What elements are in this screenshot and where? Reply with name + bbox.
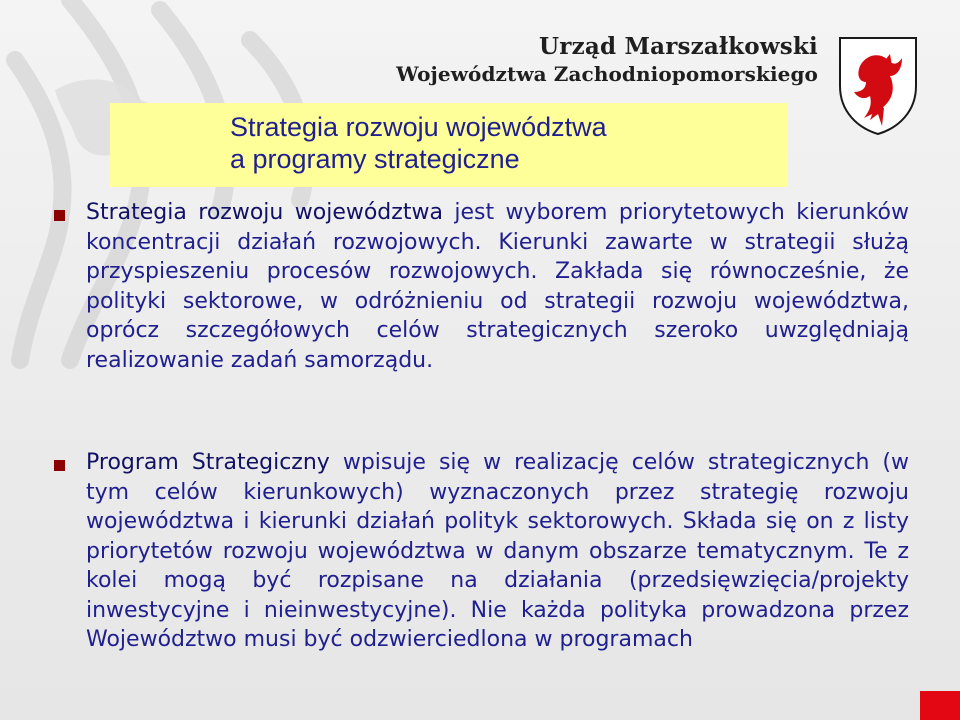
organization-header (396, 33, 818, 87)
bullet-term: Program Strategiczny (86, 450, 330, 475)
organization-name-line1: Urząd Marszałkowski (539, 33, 818, 60)
corner-accent (920, 691, 960, 720)
slide-title-line1: Strategia rozwoju województwa (230, 112, 607, 142)
slide-title-line2: a programy strategiczne (230, 144, 520, 174)
square-bullet-icon (54, 210, 65, 221)
slide-title-box (110, 103, 788, 187)
organization-name-line2: Województwa Zachodniopomorskiego (396, 62, 818, 86)
bullet-paragraph (86, 198, 909, 375)
bullet-term: Strategia rozwoju województwa (86, 200, 443, 225)
bullet-description: wpisuje się w realizację celów strategicznych (w tym celów kierunkowych) wyznaczonych przez strategię rozwoju województwa i kierunki działań polityk sektorowych. Składa się on z listy priorytetów rozwoju województwa w danym obszarze tematycznym. Te z kolei mogą być rozpisane na działania (przedsięwzięcia/projekty inwestycyjne i nieinwestycyjne). Nie każda polityka prowadzona przez Województwo musi być odzwierciedlona w programach (86, 450, 909, 652)
bullet-paragraph (86, 448, 909, 655)
bullet-description: jest wyborem priorytetowych kierunków koncentracji działań rozwojowych. Kierunki zawarte w strategii służą przyspieszeniu procesów rozwojowych. Zakłada się równocześnie, że polityki sektorowe, w odróżnieniu od strategii rozwoju województwa, oprócz szczegółowych celów strategicznych szeroko uwzględniają realizowanie zadań samorządu. (86, 200, 909, 373)
griffin-crest-icon (836, 34, 920, 138)
square-bullet-icon (54, 460, 65, 471)
